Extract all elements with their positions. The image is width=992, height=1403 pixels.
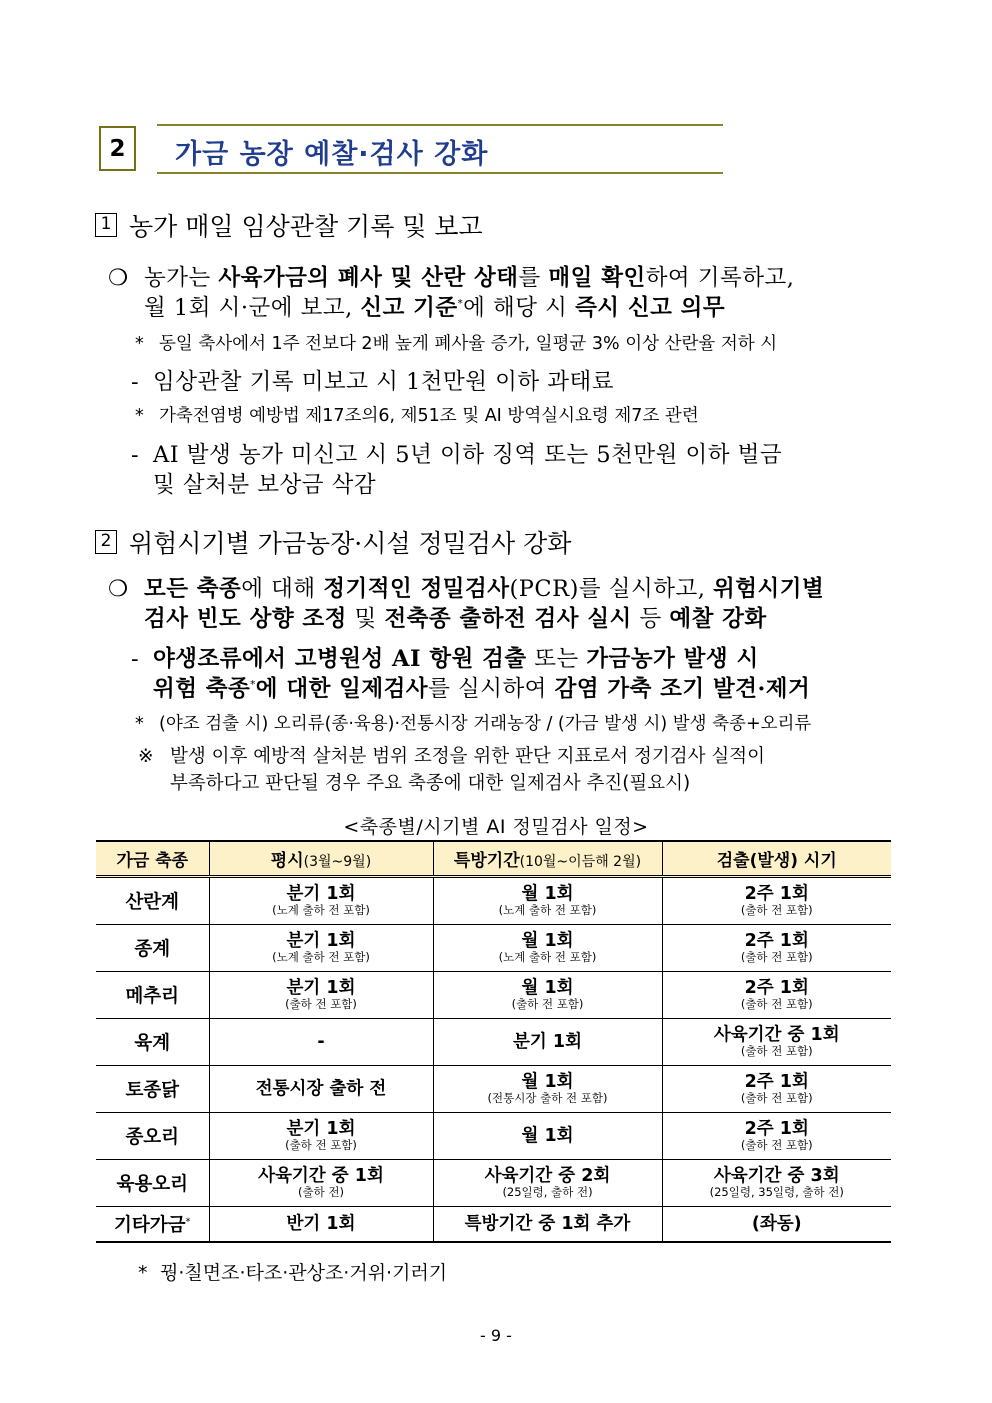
schedule-cell: 분기 1회 (노계 출하 전 포함)	[209, 925, 433, 972]
sub1-note-1: * 동일 축사에서 1주 전보다 2배 높게 폐사율 증가, 일평균 3% 이상 산란율 저하 시	[135, 334, 778, 354]
section-number: 2	[99, 126, 136, 171]
schedule-cell: 사육기간 중 3회 (25일령, 35일령, 출하 전)	[662, 1160, 891, 1207]
schedule-cell: 분기 1회 (출하 전 포함)	[209, 1113, 433, 1160]
sub1-bullet-line-2: 월 1회 시·군에 보고, 신고 기준*에 해당 시 즉시 신고 의무	[144, 295, 726, 321]
sub2-bullet-line-1: ❍ 모든 축종에 대해 정기적인 정밀검사(PCR)를 실시하고, 위험시기별	[108, 576, 825, 602]
sub2-reference-line-1: ※ 발생 이후 예방적 살처분 범위 조정을 위한 판단 지표로서 정기검사 실적이	[138, 746, 765, 767]
sub1-dash-2-line-1: - AI 발생 농가 미신고 시 5년 이하 징역 또는 5천만원 이하 벌금	[131, 442, 783, 468]
animal-cell: 육용오리	[96, 1160, 209, 1207]
subsection-2-title: 위험시기별 가금농장·시설 정밀검사 강화	[129, 529, 572, 558]
schedule-cell: 사육기간 중 1회 (출하 전)	[209, 1160, 433, 1207]
schedule-cell: 월 1회 (출하 전 포함)	[433, 972, 662, 1019]
schedule-cell: 특방기간 중 1회 추가	[433, 1207, 662, 1243]
asterisk-mark: *	[138, 1262, 148, 1284]
schedule-cell: 월 1회	[433, 1113, 662, 1160]
table-row	[96, 1066, 891, 1113]
asterisk-mark: *	[135, 714, 144, 734]
header-normal-period: 평시(3월~9월)	[209, 841, 433, 877]
sub1-note-2: * 가축전염병 예방법 제17조의6, 제51조 및 AI 방역실시요령 제7조 관련	[135, 406, 699, 426]
schedule-cell: 반기 1회	[209, 1207, 433, 1243]
reference-mark: ※	[138, 746, 154, 767]
dash-mark: -	[131, 369, 140, 395]
schedule-cell: 분기 1회 (출하 전 포함)	[209, 972, 433, 1019]
table-row	[96, 972, 891, 1019]
subsection-1-heading	[95, 207, 483, 243]
sub1-dash-1: - 임상관찰 기록 미보고 시 1천만원 이하 과태료	[131, 369, 614, 395]
schedule-cell: 분기 1회 (노계 출하 전 포함)	[209, 877, 433, 925]
schedule-cell: (좌동)	[662, 1207, 891, 1243]
header-outbreak-period: 검출(발생) 시기	[662, 841, 891, 877]
sub1-dash-2-line-2: 및 살처분 보상금 삭감	[153, 472, 377, 498]
table-footnote: * 꿩·칠면조·타조·관상조·거위·기러기	[138, 1262, 448, 1284]
circle-bullet-icon: ❍	[108, 265, 129, 291]
header-animal: 가금 축종	[96, 841, 209, 877]
dash-mark: -	[131, 646, 140, 672]
table-row	[96, 1113, 891, 1160]
sub1-bullet-line-1: ❍ 농가는 사육가금의 폐사 및 산란 상태를 매일 확인하여 기록하고,	[108, 265, 795, 291]
table-row	[96, 1160, 891, 1207]
circle-bullet-icon: ❍	[108, 576, 129, 602]
animal-cell: 종오리	[96, 1113, 209, 1160]
subsection-1-title: 농가 매일 임상관찰 기록 및 보고	[129, 212, 483, 241]
schedule-cell: -	[209, 1019, 433, 1066]
schedule-cell: 사육기간 중 2회 (25일령, 출하 전)	[433, 1160, 662, 1207]
dash-mark: -	[131, 442, 140, 468]
table-row	[96, 925, 891, 972]
table-row	[96, 877, 891, 925]
schedule-cell: 월 1회 (노계 출하 전 포함)	[433, 877, 662, 925]
schedule-cell: 분기 1회	[433, 1019, 662, 1066]
schedule-cell: 사육기간 중 1회 (출하 전 포함)	[662, 1019, 891, 1066]
sub2-reference-line-2: 부족하다고 판단될 경우 주요 축종에 대한 일제검사 추진(필요시)	[170, 773, 691, 794]
table-caption: <축종별/시기별 AI 정밀검사 일정>	[343, 816, 649, 838]
page-number: - 9 -	[480, 1326, 512, 1345]
table-row	[96, 1019, 891, 1066]
animal-cell: 메추리	[96, 972, 209, 1019]
section-title-box	[157, 124, 723, 174]
schedule-cell: 월 1회 (전통시장 출하 전 포함)	[433, 1066, 662, 1113]
header-special-period: 특방기간(10월~이듬해 2월)	[433, 841, 662, 877]
sub2-note-1: * (야조 검출 시) 오리류(종·육용)·전통시장 거래농장 / (가금 발생 시) 발생 축종+오리류	[135, 714, 812, 734]
schedule-cell: 월 1회 (노계 출하 전 포함)	[433, 925, 662, 972]
schedule-cell: 2주 1회 (출하 전 포함)	[662, 925, 891, 972]
sub2-dash-line-1: - 야생조류에서 고병원성 AI 항원 검출 또는 가금농가 발생 시	[131, 646, 759, 672]
schedule-cell: 2주 1회 (출하 전 포함)	[662, 1113, 891, 1160]
schedule-cell: 2주 1회 (출하 전 포함)	[662, 972, 891, 1019]
subsection-2-heading	[95, 524, 571, 560]
table-header-row	[96, 841, 891, 877]
asterisk-mark: *	[135, 334, 144, 354]
schedule-cell: 전통시장 출하 전	[209, 1066, 433, 1113]
asterisk-mark: *	[135, 406, 144, 426]
table-row	[96, 1207, 891, 1243]
sub2-bullet-line-2: 검사 빈도 상향 조정 및 전축종 출하전 검사 실시 등 예찰 강화	[144, 606, 767, 632]
subsection-2-number: 2	[95, 530, 117, 554]
animal-cell: 산란계	[96, 877, 209, 925]
animal-cell: 육계	[96, 1019, 209, 1066]
inspection-schedule-table	[96, 840, 891, 1243]
subsection-1-number: 1	[95, 213, 117, 237]
section-title: 가금 농장 예찰·검사 강화	[175, 139, 489, 170]
sub2-dash-line-2: 위험 축종*에 대한 일제검사를 실시하여 감염 가축 조기 발견·제거	[153, 676, 811, 702]
animal-cell: 종계	[96, 925, 209, 972]
animal-cell: 기타가금*	[96, 1207, 209, 1243]
schedule-cell: 2주 1회 (출하 전 포함)	[662, 1066, 891, 1113]
schedule-cell: 2주 1회 (출하 전 포함)	[662, 877, 891, 925]
animal-cell: 토종닭	[96, 1066, 209, 1113]
